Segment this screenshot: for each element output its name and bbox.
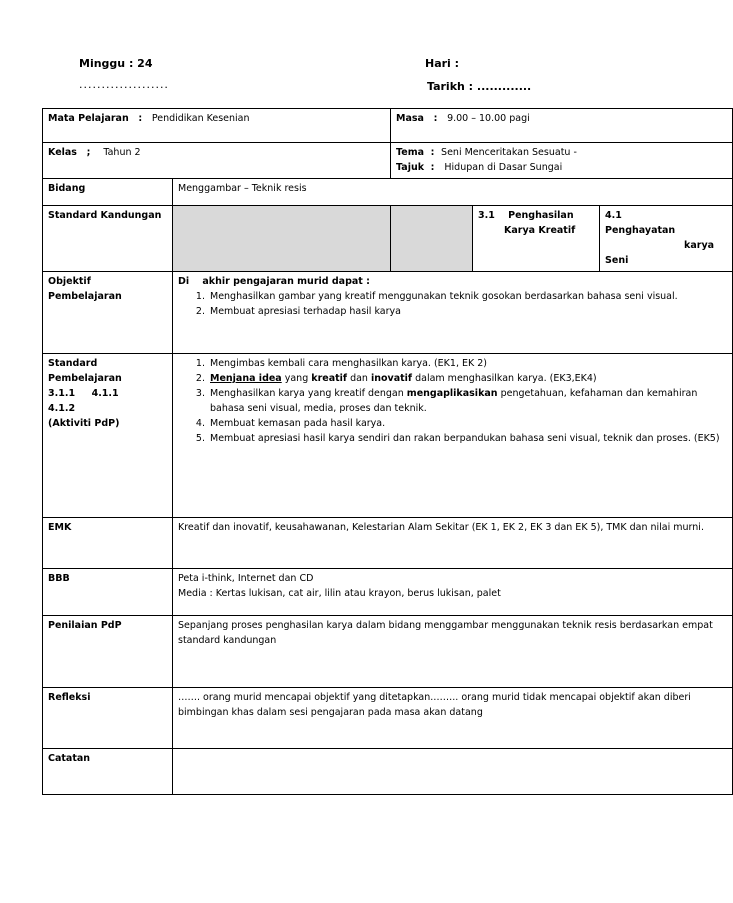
tarikh-label: Tarikh : .............: [427, 80, 532, 93]
sp-item-5: 5. Membuat apresiasi hasil karya sendiri dan rakan berpandukan bahasa seni visual, teknik dan proses. (EK5): [208, 431, 728, 446]
tajuk-value: Hidupan di Dasar Sungai: [444, 162, 563, 173]
sk-31-text: Penghasilan: [508, 210, 574, 221]
sk-31-num: 3.1: [478, 210, 495, 221]
bidang-label: Bidang: [43, 179, 173, 206]
catatan-label: Catatan: [43, 749, 173, 795]
masa-value: 9.00 – 10.00 pagi: [447, 113, 530, 124]
row-standard-pembelajaran: [43, 354, 733, 518]
sk-41-text3: Seni: [605, 255, 629, 266]
sp-label-2: Pembelajaran: [48, 373, 122, 384]
sp-label-1: Standard: [48, 358, 98, 369]
sp-item-4: 4. Membuat kemasan pada hasil karya.: [208, 416, 728, 431]
penilaian-value: Sepanjang proses penghasilan karya dalam bidang menggambar menggunakan teknik resis berdasarkan empat standard kandungan: [173, 616, 733, 688]
row-kelas: Kelas ; Tahun 2 Tema : Seni Menceritakan Sesuatu - Tajuk : Hidupan di Dasar Sungai: [43, 143, 733, 179]
tema-value: Seni Menceritakan Sesuatu -: [441, 147, 577, 158]
sk-grey-cell-1: [173, 206, 391, 272]
sk-41-num: 4.1: [605, 210, 622, 221]
objektif-label-1: Objektif: [48, 276, 91, 287]
row-catatan: [43, 749, 733, 795]
sp-label-3: 3.1.1 4.1.1: [48, 388, 119, 399]
bbb-label: BBB: [43, 569, 173, 616]
minggu-label: Minggu : 24: [79, 57, 153, 70]
bbb-line-1: Peta i-think, Internet dan CD: [178, 573, 314, 584]
sk-label: Standard Kandungan: [43, 206, 173, 272]
kelas-value: Tahun 2: [103, 147, 141, 158]
tema-label: Tema: [396, 147, 425, 158]
sk-41-text: Penghayatan: [605, 225, 676, 236]
row-bbb: [43, 569, 733, 616]
objektif-label-2: Pembelajaran: [48, 291, 122, 302]
minggu-dots: ....................: [79, 78, 169, 91]
mata-pelajaran-value: Pendidikan Kesenian: [151, 113, 250, 124]
row-mata-pelajaran: Mata Pelajaran : Pendidikan Kesenian Masa : 9.00 – 10.00 pagi: [43, 109, 733, 143]
lesson-plan-table: [42, 108, 733, 795]
row-emk: [43, 518, 733, 569]
sk-grey-cell-2: [391, 206, 473, 272]
hari-label: Hari :: [425, 57, 460, 70]
sk-41-text2: karya: [684, 240, 715, 251]
catatan-value[interactable]: [173, 749, 733, 795]
mata-pelajaran-label: Mata Pelajaran: [48, 113, 129, 124]
row-bidang: [43, 179, 733, 206]
penilaian-label: Penilaian PdP: [43, 616, 173, 688]
row-refleksi: [43, 688, 733, 749]
sk-31-cell: [473, 206, 600, 272]
row-penilaian: [43, 616, 733, 688]
sk-41-cell: [600, 206, 733, 272]
tajuk-label: Tajuk: [396, 162, 425, 173]
refleksi-value: ……. orang murid mencapai objektif yang ditetapkan.…….. orang murid tidak mencapai objektif akan diberi bimbingan khas dalam sesi pengajaran pada masa akan datang: [173, 688, 733, 749]
masa-label: Masa: [396, 113, 424, 124]
bidang-value: Menggambar – Teknik resis: [173, 179, 733, 206]
sp-item-1: 1. Mengimbas kembali cara menghasilkan karya. (EK1, EK 2): [208, 356, 728, 371]
emk-label: EMK: [43, 518, 173, 569]
row-objektif: [43, 272, 733, 354]
sp-label-4: 4.1.2: [48, 403, 76, 414]
objektif-item: 1. Menghasilkan gambar yang kreatif menggunakan teknik gosokan berdasarkan bahasa seni visual.: [208, 289, 728, 304]
sp-item-2: 2. Menjana idea yang kreatif dan inovatif dalam menghasilkan karya. (EK3,EK4): [208, 371, 728, 386]
bbb-line-2: Media : Kertas lukisan, cat air, lilin atau krayon, berus lukisan, palet: [178, 588, 501, 599]
emk-value: Kreatif dan inovatif, keusahawanan, Kelestarian Alam Sekitar (EK 1, EK 2, EK 3 dan EK 5), TMK dan nilai murni.: [173, 518, 733, 569]
sp-item-3: 3. Menghasilkan karya yang kreatif dengan mengaplikasikan pengetahuan, kefahaman dan kemahiran bahasa seni visual, media, proses dan teknik.: [208, 386, 728, 416]
objektif-item: 2. Membuat apresiasi terhadap hasil karya: [208, 304, 728, 319]
row-standard-kandungan: [43, 206, 733, 272]
sk-31-text2: Karya Kreatif: [504, 225, 576, 236]
sp-label-5: (Aktiviti PdP): [48, 418, 120, 429]
refleksi-label: Refleksi: [43, 688, 173, 749]
kelas-label: Kelas: [48, 147, 77, 158]
objektif-intro: Di akhir pengajaran murid dapat :: [178, 276, 370, 287]
